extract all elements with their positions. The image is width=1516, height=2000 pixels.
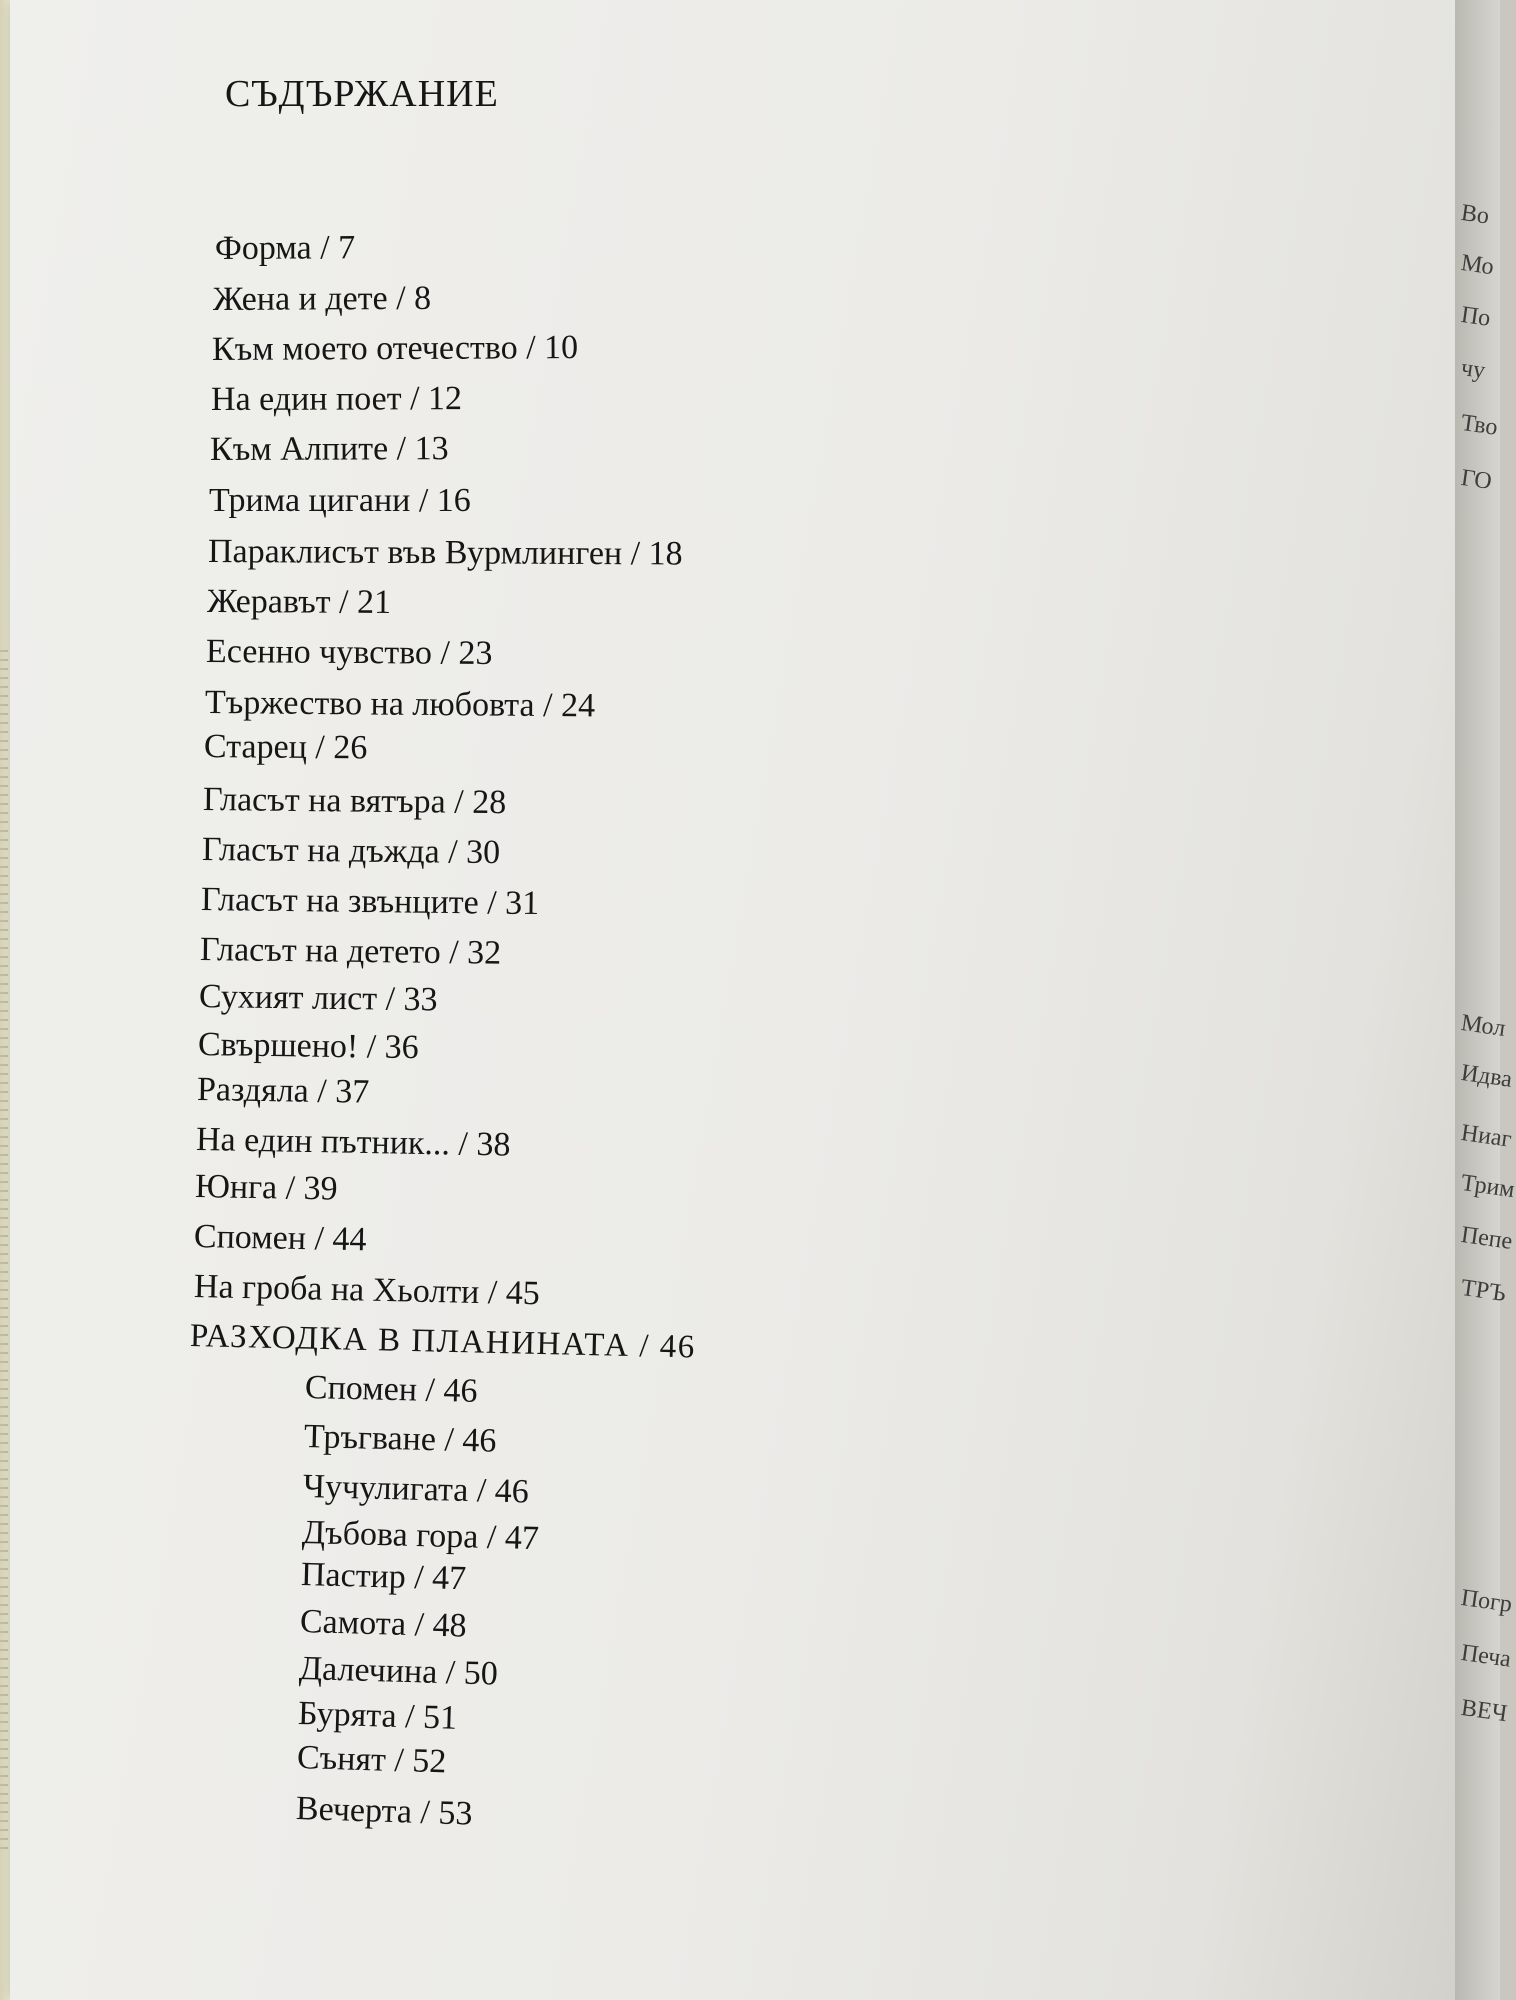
toc-entry: Гласът на детето / 32 [199,931,502,972]
toc-sub-entry: Пастир / 47 [300,1556,467,1598]
toc-entry: Към моето отечество / 10 [211,329,579,368]
toc-entry: Сухият лист / 33 [198,978,438,1019]
toc-sub-entry: Чучулигата / 46 [302,1468,530,1511]
facing-page-text: Мо [1459,250,1496,281]
toc-entry: Трима цигани / 16 [209,482,471,519]
toc-sub-entry: Бурята / 51 [297,1695,458,1737]
toc-sub-entry: Дъбова гора / 47 [301,1514,540,1558]
facing-page-text: Идва [1459,1060,1514,1093]
facing-page-text: Пепе [1459,1222,1514,1255]
toc-entry: Гласът на звънците / 31 [200,881,540,923]
toc-sub-entry: Самота / 48 [299,1603,468,1645]
toc-entry: Старец / 26 [203,728,368,767]
facing-page-text: Погр [1459,1585,1514,1618]
facing-page-text: Во [1459,200,1491,230]
facing-page-text: ТРЪ [1459,1275,1508,1308]
facing-page-text: ГО [1459,465,1494,496]
facing-page-text: Трим [1459,1170,1516,1204]
toc-section-heading: РАЗХОДКА В ПЛАНИНАТА / 46 [189,1318,697,1366]
left-page-edge-texture [0,650,8,1850]
toc-entry: Гласът на дъжда / 30 [201,831,501,872]
toc-entry: Жена и дете / 8 [212,279,432,318]
toc-entry: Към Алпите / 13 [209,430,449,468]
toc-entry: Гласът на вятъра / 28 [202,781,507,822]
facing-page-text: Печа [1459,1640,1513,1673]
toc-sub-entry: Вечерта / 53 [295,1790,473,1833]
toc-entry: Спомен / 44 [193,1218,367,1259]
toc-entry: Есенно чувство / 23 [205,633,493,672]
toc-sub-entry: Спомен / 46 [304,1369,478,1410]
facing-page-text: ВЕЧ [1459,1695,1509,1728]
toc-entry: На гроба на Хьолти / 45 [193,1268,541,1313]
toc-sub-entry: Сънят / 52 [296,1739,447,1781]
book-page [10,0,1455,2000]
toc-sub-entry: Тръгване / 46 [303,1418,497,1460]
toc-entry: На един пътник... / 38 [195,1121,511,1164]
toc-entry: Параклисът във Вурмлинген / 18 [207,533,683,573]
toc-entry: Свършено! / 36 [197,1026,419,1067]
page-title: СЪДЪРЖАНИЕ [225,73,499,115]
toc-entry: Жеравът / 21 [206,583,392,621]
toc-entry: Раздяла / 37 [196,1071,370,1111]
facing-page-text: Мол [1459,1010,1507,1042]
toc-entry: На един поет / 12 [210,380,463,418]
facing-page-text: По [1459,302,1493,332]
facing-page-edge [1455,0,1516,2000]
facing-page-text: Ниаг [1459,1120,1514,1153]
toc-entry: Тържество на любовта / 24 [204,684,596,725]
toc-sub-entry: Далечина / 50 [298,1650,499,1693]
facing-page-text: Тво [1459,410,1500,441]
facing-page-text: чу [1459,355,1487,385]
toc-entry: Форма / 7 [214,229,356,267]
toc-entry: Юнга / 39 [194,1168,338,1208]
